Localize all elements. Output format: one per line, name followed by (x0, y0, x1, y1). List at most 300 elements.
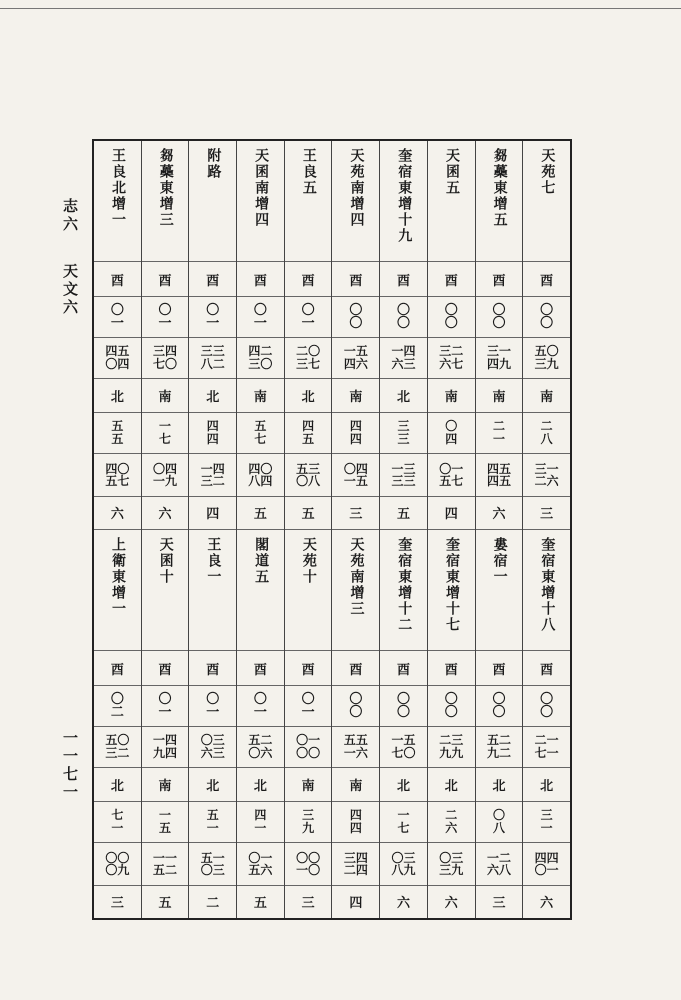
value-cell-lat-min (285, 454, 332, 497)
value-cell-mag (142, 497, 189, 530)
value-min: 一五 四六 (343, 344, 368, 371)
value-mansion: 酉 (397, 273, 411, 289)
value-deg: 〇 一 (301, 692, 315, 721)
value-cell-mansion (285, 262, 332, 297)
value-cell-lat-min (237, 454, 284, 497)
value-cell-deg (142, 297, 189, 338)
value-mag: 六 (492, 507, 506, 523)
value-cell-mansion (189, 651, 236, 686)
value-cell-lat-deg (332, 802, 379, 844)
value-cell-min (332, 338, 379, 379)
value-min: 五〇 三九 (534, 344, 559, 371)
value-cell-deg (428, 297, 475, 338)
value-dir: 南 (540, 389, 554, 405)
star-name: 奎宿東增十九 (396, 148, 413, 244)
value-min: 五二 九二 (486, 733, 511, 760)
star-name-cell (94, 530, 141, 651)
value-cell-lat-deg (380, 413, 427, 455)
value-cell-mansion (523, 651, 570, 686)
value-cell-lat-deg (189, 413, 236, 455)
value-lat-min: 〇三 三九 (439, 850, 464, 878)
value-cell-mansion (523, 262, 570, 297)
value-lat-deg: 三 九 (302, 808, 315, 835)
value-dir: 北 (540, 778, 554, 794)
value-mag: 四 (444, 507, 458, 523)
catalog-column (92, 141, 141, 918)
value-mag: 六 (110, 507, 124, 523)
value-cell-mansion (237, 262, 284, 297)
value-dir: 北 (253, 778, 267, 794)
value-cell-min (476, 338, 523, 379)
value-cell-mansion (428, 651, 475, 686)
value-cell-mag (285, 886, 332, 918)
value-mag: 三 (349, 507, 363, 523)
value-cell-dir (428, 379, 475, 413)
value-min: 四五 〇四 (105, 344, 130, 371)
value-lat-min: 五一 〇三 (200, 850, 225, 878)
value-cell-mansion (94, 262, 141, 297)
value-deg: 〇 一 (206, 303, 220, 332)
value-cell-dir (332, 379, 379, 413)
value-cell-lat-min (285, 843, 332, 886)
value-cell-mag (189, 497, 236, 530)
value-cell-dir (189, 768, 236, 802)
value-cell-dir (189, 379, 236, 413)
value-cell-lat-min (237, 843, 284, 886)
value-lat-deg: 七 一 (111, 808, 124, 835)
value-lat-deg: 五 五 (111, 419, 124, 446)
value-deg: 〇 一 (206, 692, 220, 721)
catalog-column (331, 141, 379, 918)
value-lat-min: 五三 〇八 (296, 461, 321, 489)
value-cell-min (285, 338, 332, 379)
value-min: 三三 八二 (200, 344, 225, 371)
value-cell-mag (94, 886, 141, 918)
value-cell-lat-deg (285, 413, 332, 455)
value-mansion: 酉 (540, 273, 554, 289)
value-cell-deg (285, 686, 332, 727)
value-cell-mag (94, 497, 141, 530)
value-lat-min: 三一 二六 (534, 461, 559, 489)
star-name: 天囷十 (157, 536, 174, 585)
value-deg: 〇 〇 (444, 303, 458, 332)
value-mansion: 酉 (492, 273, 506, 289)
value-lat-deg: 三 一 (540, 808, 553, 835)
value-mag: 三 (110, 896, 124, 912)
value-mag: 三 (492, 896, 506, 912)
value-mag: 三 (301, 896, 315, 912)
star-catalog-table (92, 139, 572, 920)
value-cell-lat-deg (332, 413, 379, 455)
value-mag: 四 (349, 896, 363, 912)
value-cell-min (237, 727, 284, 768)
value-cell-lat-min (142, 454, 189, 497)
value-mansion: 酉 (301, 662, 315, 678)
value-mag: 二 (206, 896, 220, 912)
star-name: 附路 (205, 148, 222, 180)
value-min: 五二 〇六 (248, 733, 273, 760)
star-name: 王良五 (300, 148, 317, 196)
value-cell-mansion (94, 651, 141, 686)
value-cell-dir (237, 768, 284, 802)
value-lat-min: 四〇 五七 (105, 461, 130, 489)
value-cell-mag (476, 886, 523, 918)
value-cell-mag (428, 886, 475, 918)
star-name-cell (523, 530, 570, 651)
value-cell-mag (285, 497, 332, 530)
value-mag: 五 (253, 896, 267, 912)
value-cell-min (189, 727, 236, 768)
value-cell-mansion (142, 262, 189, 297)
value-cell-lat-min (523, 454, 570, 497)
value-cell-dir (332, 768, 379, 802)
value-mansion: 酉 (158, 273, 172, 289)
value-dir: 北 (397, 389, 411, 405)
value-lat-deg: 五 七 (254, 419, 267, 446)
star-name: 天囷五 (443, 148, 460, 196)
catalog-column (522, 141, 572, 918)
value-cell-mansion (237, 651, 284, 686)
catalog-column (141, 141, 189, 918)
value-mag: 五 (253, 507, 267, 523)
catalog-column (284, 141, 332, 918)
value-cell-mansion (332, 651, 379, 686)
value-lat-deg: 二 一 (492, 419, 505, 446)
value-cell-mansion (189, 262, 236, 297)
value-cell-min (523, 338, 570, 379)
value-dir: 北 (492, 778, 506, 794)
value-lat-deg: 二 六 (445, 808, 458, 835)
value-cell-deg (237, 297, 284, 338)
value-lat-deg: 二 八 (540, 419, 553, 446)
value-min: 二〇 三七 (296, 344, 321, 371)
value-cell-lat-deg (142, 802, 189, 844)
value-deg: 〇 〇 (349, 303, 363, 332)
value-deg: 〇 一 (158, 692, 172, 721)
value-lat-deg: 四 四 (206, 419, 219, 446)
value-cell-min (94, 338, 141, 379)
value-cell-dir (476, 768, 523, 802)
star-name: 婁宿一 (491, 536, 508, 585)
value-dir: 南 (158, 389, 172, 405)
value-cell-min (285, 727, 332, 768)
star-name-cell (332, 141, 379, 262)
value-cell-min (94, 727, 141, 768)
value-cell-lat-deg (476, 413, 523, 455)
value-cell-mag (142, 886, 189, 918)
value-cell-deg (189, 297, 236, 338)
value-cell-min (142, 338, 189, 379)
value-lat-min: 一三 三三 (391, 461, 416, 489)
value-cell-min (428, 338, 475, 379)
value-min: 三二 六七 (439, 344, 464, 371)
star-name-cell (142, 530, 189, 651)
value-lat-min: 〇一 五六 (248, 850, 273, 878)
value-cell-mag (332, 497, 379, 530)
star-name: 奎宿東增十七 (443, 536, 460, 633)
value-deg: 〇 二 (110, 692, 124, 721)
value-cell-deg (332, 686, 379, 727)
value-cell-lat-deg (380, 802, 427, 844)
value-dir: 北 (397, 778, 411, 794)
value-dir: 南 (158, 778, 172, 794)
value-dir: 南 (492, 389, 506, 405)
star-name: 天苑南增四 (348, 148, 365, 228)
value-cell-lat-deg (189, 802, 236, 844)
value-cell-deg (380, 686, 427, 727)
value-deg: 〇 〇 (540, 303, 554, 332)
value-mag: 四 (206, 507, 220, 523)
value-min: 五五 一六 (343, 733, 368, 760)
value-cell-lat-min (94, 454, 141, 497)
value-mag: 六 (158, 507, 172, 523)
value-deg: 〇 一 (253, 692, 267, 721)
value-mansion: 酉 (349, 662, 363, 678)
value-cell-deg (94, 297, 141, 338)
value-dir: 北 (206, 778, 220, 794)
value-cell-dir (237, 379, 284, 413)
star-name-cell (380, 141, 427, 262)
value-cell-lat-deg (94, 802, 141, 844)
star-name-cell (285, 530, 332, 651)
value-min: 三一 四九 (486, 344, 511, 371)
star-name: 閣道五 (253, 536, 270, 585)
value-cell-lat-min (428, 454, 475, 497)
value-cell-lat-deg (142, 413, 189, 455)
value-min: 二三 九九 (439, 733, 464, 760)
value-dir: 南 (253, 389, 267, 405)
value-mansion: 酉 (349, 273, 363, 289)
value-mansion: 酉 (540, 662, 554, 678)
value-lat-min: 一二 六八 (486, 850, 511, 878)
star-name-cell (476, 530, 523, 651)
value-deg: 〇 〇 (492, 303, 506, 332)
value-deg: 〇 一 (253, 303, 267, 332)
value-cell-mansion (476, 262, 523, 297)
value-cell-lat-deg (285, 802, 332, 844)
value-lat-min: 〇四 一九 (153, 461, 178, 489)
value-cell-min (476, 727, 523, 768)
value-mag: 三 (540, 507, 554, 523)
page-number: 一一七一 (61, 730, 79, 802)
value-cell-dir (380, 768, 427, 802)
value-cell-deg (189, 686, 236, 727)
value-mansion: 酉 (158, 662, 172, 678)
value-lat-min: 〇〇 一〇 (296, 850, 321, 878)
value-lat-min: 三四 二四 (343, 850, 368, 878)
value-cell-dir (94, 768, 141, 802)
value-cell-mansion (332, 262, 379, 297)
star-name-cell (237, 141, 284, 262)
value-cell-min (380, 727, 427, 768)
value-min: 五〇 三二 (105, 733, 130, 760)
top-rule (0, 8, 681, 9)
value-lat-deg: 一 七 (397, 808, 410, 835)
value-mag: 六 (397, 896, 411, 912)
margin-section: 天文六 (61, 263, 79, 317)
value-cell-lat-min (189, 454, 236, 497)
star-name-cell (523, 141, 570, 262)
value-mansion: 酉 (110, 662, 124, 678)
value-cell-deg (380, 297, 427, 338)
value-cell-mag (237, 886, 284, 918)
value-cell-lat-min (332, 454, 379, 497)
value-dir: 南 (444, 389, 458, 405)
star-name-cell (476, 141, 523, 262)
value-cell-deg (285, 297, 332, 338)
star-name-cell (189, 141, 236, 262)
star-name-cell (332, 530, 379, 651)
value-deg: 〇 〇 (397, 692, 411, 721)
value-mansion: 酉 (253, 662, 267, 678)
value-cell-lat-min (523, 843, 570, 886)
value-cell-lat-deg (94, 413, 141, 455)
value-dir: 南 (349, 778, 363, 794)
value-cell-min (237, 338, 284, 379)
value-dir: 南 (349, 389, 363, 405)
value-cell-mag (523, 886, 570, 918)
value-cell-mag (476, 497, 523, 530)
value-mag: 六 (444, 896, 458, 912)
value-mag: 五 (301, 507, 315, 523)
value-lat-min: 〇四 一五 (343, 461, 368, 489)
star-name-cell (380, 530, 427, 651)
star-name: 芻蘽東增五 (491, 148, 508, 228)
value-lat-deg: 四 五 (302, 419, 315, 446)
value-lat-deg: 三 三 (397, 419, 410, 446)
value-mag: 六 (540, 896, 554, 912)
value-cell-lat-deg (237, 413, 284, 455)
value-cell-mansion (428, 262, 475, 297)
value-deg: 〇 〇 (397, 303, 411, 332)
value-cell-lat-min (428, 843, 475, 886)
value-cell-dir (285, 768, 332, 802)
value-mansion: 酉 (492, 662, 506, 678)
value-cell-dir (476, 379, 523, 413)
value-cell-mag (380, 886, 427, 918)
value-dir: 北 (110, 389, 124, 405)
star-name-cell (237, 530, 284, 651)
value-min: 一四 九四 (153, 733, 178, 760)
star-name: 天囷南增四 (253, 148, 270, 228)
value-lat-deg: 一 七 (159, 419, 172, 446)
value-cell-mag (428, 497, 475, 530)
value-cell-mansion (380, 262, 427, 297)
value-cell-deg (237, 686, 284, 727)
value-dir: 北 (110, 778, 124, 794)
value-cell-lat-min (189, 843, 236, 886)
value-lat-min: 四五 四五 (486, 461, 511, 489)
star-name-cell (285, 141, 332, 262)
value-cell-mansion (476, 651, 523, 686)
value-cell-dir (142, 379, 189, 413)
star-name-cell (94, 141, 141, 262)
star-name: 奎宿東增十二 (396, 536, 413, 633)
value-cell-deg (476, 297, 523, 338)
value-cell-min (523, 727, 570, 768)
value-dir: 南 (301, 778, 315, 794)
value-min: 三四 七〇 (153, 344, 178, 371)
value-cell-lat-deg (523, 413, 570, 455)
value-cell-min (428, 727, 475, 768)
value-lat-min: 一四 三二 (200, 461, 225, 489)
value-cell-min (380, 338, 427, 379)
value-lat-min: 一一 五二 (153, 850, 178, 878)
value-cell-min (189, 338, 236, 379)
value-mansion: 酉 (253, 273, 267, 289)
star-name: 王良北增一 (110, 148, 127, 228)
value-cell-deg (94, 686, 141, 727)
value-mag: 五 (158, 896, 172, 912)
value-dir: 北 (206, 389, 220, 405)
value-lat-deg: 五 一 (206, 808, 219, 835)
value-lat-min: 〇〇 〇九 (105, 850, 130, 878)
value-mansion: 酉 (301, 273, 315, 289)
value-lat-deg: 〇 八 (492, 808, 505, 835)
value-cell-lat-min (380, 454, 427, 497)
value-lat-min: 四〇 八四 (248, 461, 273, 489)
catalog-column (475, 141, 523, 918)
value-cell-mag (332, 886, 379, 918)
value-cell-min (142, 727, 189, 768)
value-cell-mag (380, 497, 427, 530)
value-cell-min (332, 727, 379, 768)
value-deg: 〇 一 (158, 303, 172, 332)
value-lat-deg: 四 一 (254, 808, 267, 835)
value-cell-dir (428, 768, 475, 802)
value-mansion: 酉 (397, 662, 411, 678)
value-mansion: 酉 (206, 273, 220, 289)
value-lat-deg: 一 五 (159, 808, 172, 835)
value-cell-lat-min (476, 454, 523, 497)
value-cell-mag (237, 497, 284, 530)
value-cell-mag (523, 497, 570, 530)
star-name-cell (428, 530, 475, 651)
catalog-column (188, 141, 236, 918)
margin-volume: 志六 (61, 198, 79, 234)
star-name: 天苑十 (300, 536, 317, 585)
value-lat-deg: 〇 四 (445, 419, 458, 446)
catalog-column (427, 141, 475, 918)
value-cell-deg (523, 686, 570, 727)
star-name: 天苑七 (539, 148, 556, 196)
value-deg: 〇 〇 (349, 692, 363, 721)
value-mansion: 酉 (444, 662, 458, 678)
value-cell-mansion (142, 651, 189, 686)
value-min: 二一 七一 (534, 733, 559, 760)
value-cell-mansion (285, 651, 332, 686)
value-cell-deg (476, 686, 523, 727)
value-cell-lat-min (476, 843, 523, 886)
star-name: 天苑南增三 (348, 536, 365, 617)
value-deg: 〇 〇 (540, 692, 554, 721)
value-cell-lat-deg (237, 802, 284, 844)
value-dir: 北 (444, 778, 458, 794)
value-mansion: 酉 (444, 273, 458, 289)
value-lat-min: 〇三 八九 (391, 850, 416, 878)
value-cell-lat-deg (428, 413, 475, 455)
star-name: 芻蘽東增三 (157, 148, 174, 228)
value-cell-lat-deg (523, 802, 570, 844)
value-cell-dir (523, 768, 570, 802)
catalog-column (379, 141, 427, 918)
value-cell-mag (189, 886, 236, 918)
value-lat-deg: 四 四 (349, 808, 362, 835)
value-min: 四二 三〇 (248, 344, 273, 371)
value-cell-dir (523, 379, 570, 413)
value-lat-min: 〇一 五七 (439, 461, 464, 489)
value-cell-lat-min (332, 843, 379, 886)
